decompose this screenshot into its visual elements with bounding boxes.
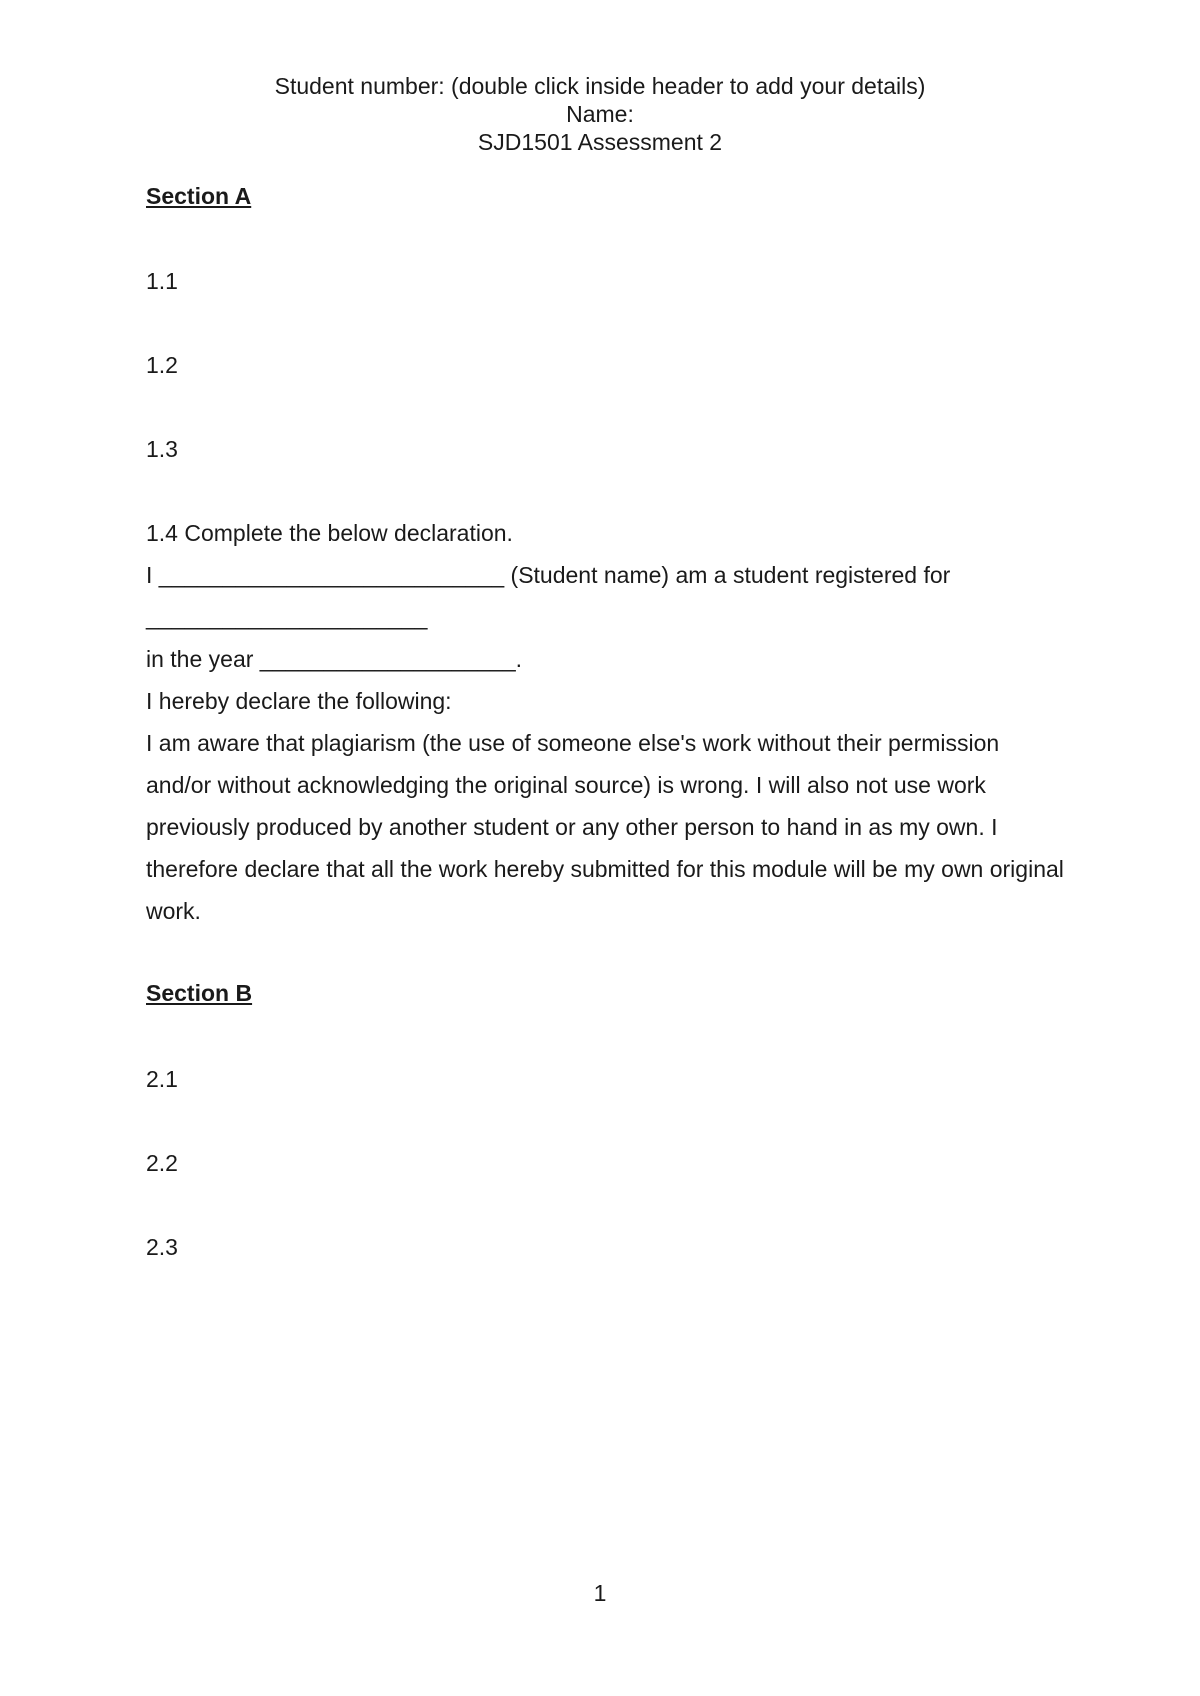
page-number: 1 bbox=[593, 1580, 607, 1606]
question-1-1: 1.1 bbox=[146, 268, 178, 294]
section-a-heading: Section A bbox=[146, 183, 252, 209]
question-2-3: 2.3 bbox=[146, 1234, 178, 1260]
declaration-line-student-name: I ___________________________ (Student name) am a student registered for bbox=[146, 562, 951, 588]
declaration-line-registered-for: ______________________ bbox=[146, 604, 428, 630]
header-name: Name: bbox=[566, 101, 634, 127]
declaration-line-year: in the year ____________________. bbox=[146, 646, 523, 672]
header-title: SJD1501 Assessment 2 bbox=[477, 129, 723, 155]
question-2-1: 2.1 bbox=[146, 1066, 178, 1092]
question-1-2: 1.2 bbox=[146, 352, 178, 378]
question-2-2: 2.2 bbox=[146, 1150, 178, 1176]
question-1-4: 1.4 Complete the below declaration. bbox=[146, 520, 513, 546]
header-student-number: Student number: (double click inside header to add your details) bbox=[274, 73, 926, 99]
page-header[interactable] bbox=[0, 72, 1200, 156]
declaration-paragraph: I am aware that plagiarism (the use of someone else's work without their permission and/or without acknowledging the original source) is wrong. I will also not use work previously produced by another student or any other person to hand in as my own. I therefore declare that all the work hereby submitted for this module will be my own original work. bbox=[146, 730, 1064, 924]
question-1-3: 1.3 bbox=[146, 436, 178, 462]
section-b-heading: Section B bbox=[146, 980, 253, 1006]
declaration-line-hereby: I hereby declare the following: bbox=[146, 688, 452, 714]
